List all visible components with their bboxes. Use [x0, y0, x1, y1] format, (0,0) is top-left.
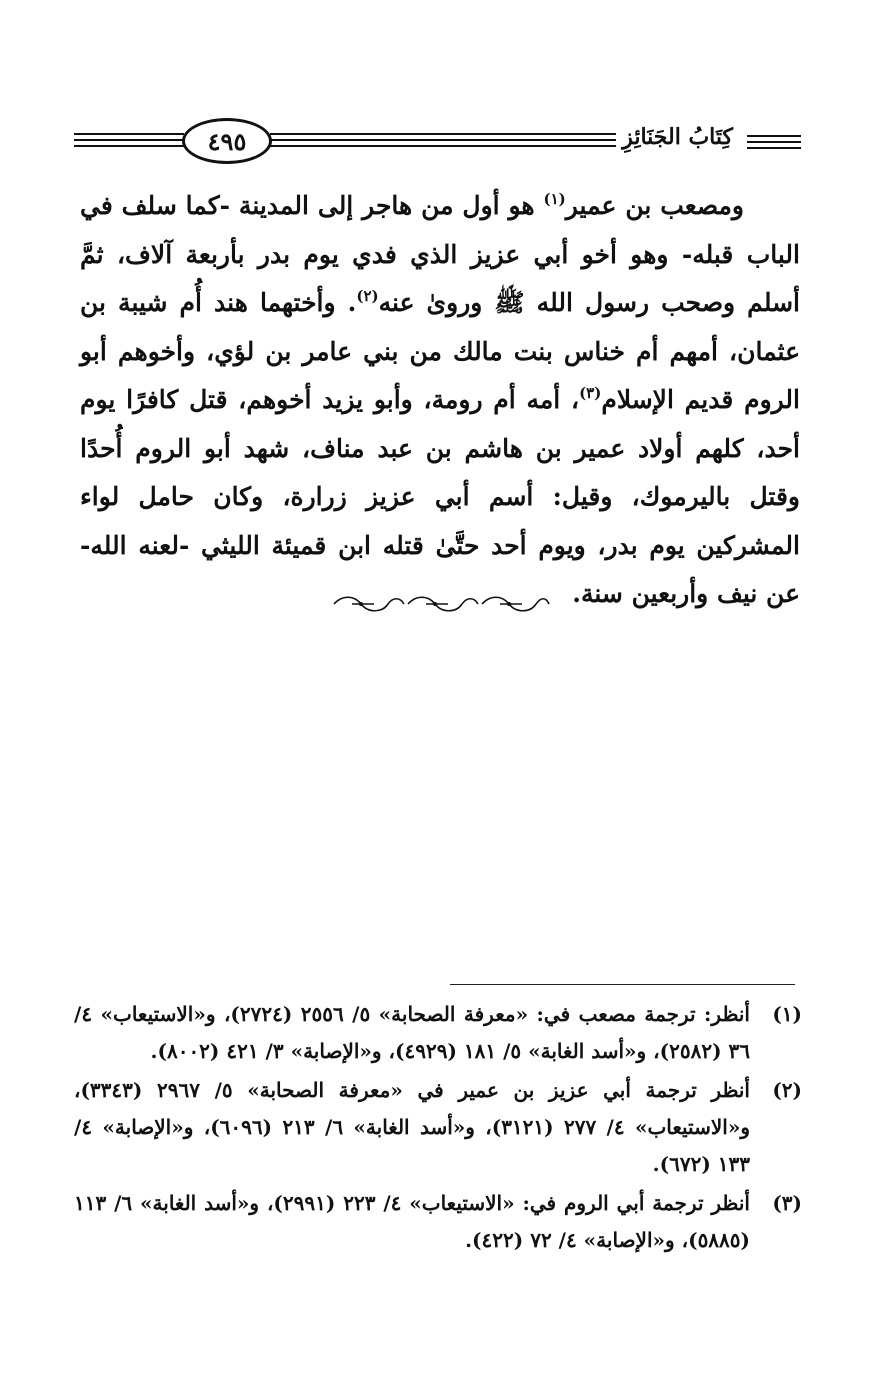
- footnote-text-3: أنظر ترجمة أبي الروم في: «الاستيعاب» ٤/ ٢٢٣ (٢٩٩١)، و«أسد الغابة» ٦/ ١١٣ (٥٨٨٥)، و«الإصابة» ٤/ ٧٢ (٤٢٢).: [74, 1191, 750, 1252]
- header-rule-left-top: [74, 133, 184, 135]
- main-paragraph: [80, 182, 800, 619]
- footnote-ref-2: (٢): [356, 287, 379, 305]
- footnote-2: [74, 1072, 802, 1183]
- header-rule-right: [747, 135, 801, 147]
- page-number: ٤٩٥: [182, 118, 272, 164]
- footnote-3: [74, 1185, 802, 1259]
- paragraph-part-3: . وأختهما هند أُم شيبة بن عثمان، أمهم أم خناس بنت مالك من بني عامر بن لؤي، وأخوهم أبو الروم قديم الإسلام: [80, 288, 800, 414]
- header-rule-left-bottom: [74, 145, 184, 147]
- footnote-number-3: (٣): [772, 1191, 802, 1215]
- footnote-ref-1: (١): [543, 190, 566, 208]
- chapter-title: كِتَابُ الجَنَائِزِ: [616, 124, 739, 150]
- header-rule-left-middle: [74, 139, 184, 141]
- footnotes-section: [74, 996, 802, 1261]
- footnote-text-1: أنظر: ترجمة مصعب في: «معرفة الصحابة» ٥/ ٢٥٥٦ (٢٧٢٤)، و«الاستيعاب» ٤/ ٣٦ (٢٥٨٢)، و«أسد الغابة» ٥/ ١٨١ (٤٩٢٩)، و«الإصابة» ٣/ ٤٢١ (٨٠٠٢).: [74, 1002, 750, 1063]
- page-header: [74, 118, 801, 164]
- footnote-number-2: (٢): [772, 1078, 802, 1102]
- footnote-number-1: (١): [772, 1002, 802, 1026]
- paragraph-part-4: ، أمه أم رومة، وأبو يزيد أخوهم، قتل كافرًا يوم أحد، كلهم أولاد عمير بن هاشم بن عبد مناف، شهد أبو الروم أُحدًا وقتل باليرموك، وقيل: أسم أبي عزيز زرارة، وكان حامل لواء المشركين يوم بدر، ويوم أحد حتَّىٰ قتله ابن قميئة الليثي -لعنه الله- عن نيف وأربعين سنة.: [80, 385, 800, 608]
- paragraph-start: ومصعب بن عمير: [565, 191, 744, 220]
- section-divider-ornament: [330, 592, 552, 616]
- paragraph-part-2: هو أول من هاجر إلى المدينة -كما سلف في الباب قبله- وهو أخو أبي عزيز الذي فدي يوم بدر بأربعة آلاف، ثمَّ أسلم وصحب رسول الله ﷺ وروىٰ عنه: [80, 191, 800, 317]
- footnote-1: [74, 996, 802, 1070]
- footnote-ref-3: (٣): [579, 384, 602, 402]
- footnote-text-2: أنظر ترجمة أبي عزيز بن عمير في «معرفة الصحابة» ٥/ ٢٩٦٧ (٣٣٤٣)، و«الاستيعاب» ٤/ ٢٧٧ (٣١٢١)، و«أسد الغابة» ٦/ ٢١٣ (٦٠٩٦)، و«الإصابة» ٤/ ١٣٣ (٦٧٢).: [74, 1078, 750, 1176]
- footnote-separator: [450, 984, 795, 985]
